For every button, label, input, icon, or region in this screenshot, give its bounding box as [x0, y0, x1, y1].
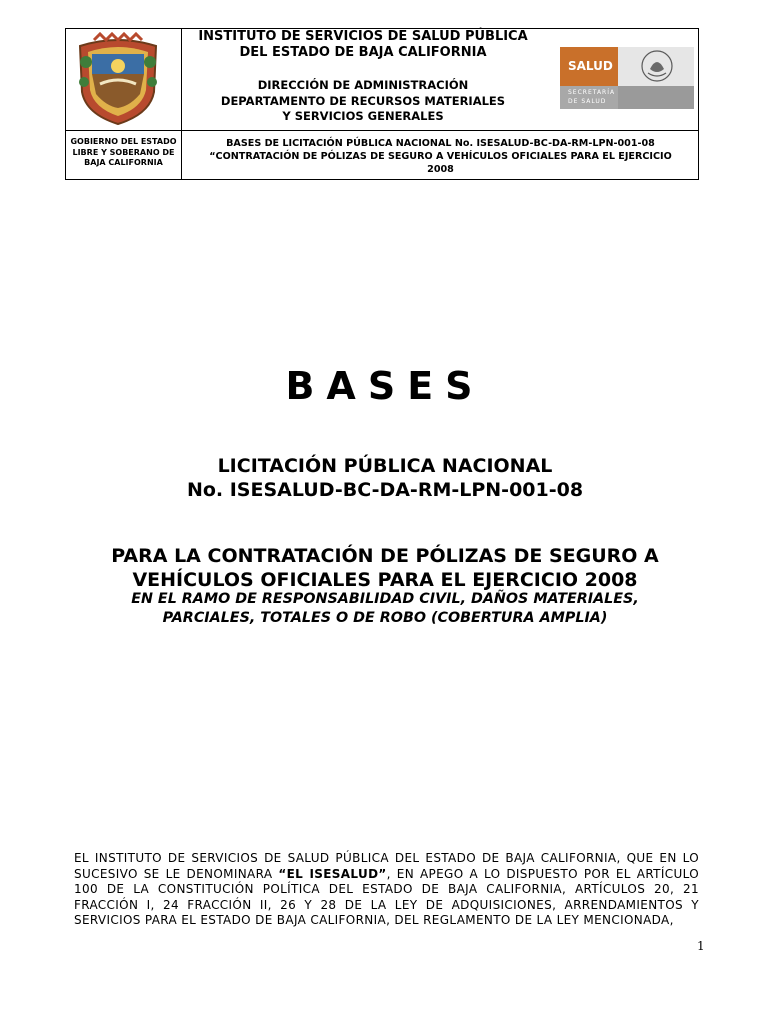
institute-line-2: DEL ESTADO DE BAJA CALIFORNIA: [239, 45, 487, 60]
dept-line-1: DIRECCIÓN DE ADMINISTRACIÓN: [257, 78, 469, 92]
body-paragraph: EL INSTITUTO DE SERVICIOS DE SALUD PÚBLICA DEL ESTADO DE BAJA CALIFORNIA, QUE EN LO SUCESIVO SE LE DENOMINARA “EL ISESALUD”, EN APEGO A LO DISPUESTO POR EL ARTÍCULO 100 DE LA CONSTITUCIÓN POLÍTICA DEL ESTADO DE BAJA CALIFORNIA, ARTÍCULOS 20, 21 FRACCIÓN I, 24 FRACCIÓN II, 26 Y 28 DE LA LEY DE ADQUISICIONES, ARRENDAMIENTOS Y SERVICIOS PARA EL ESTADO DE BAJA CALIFORNIA, DEL REGLAMENTO DE LA LEY MENCIONADA,: [74, 851, 699, 927]
contratacion-heading: PARA LA CONTRATACIÓN DE PÓLIZAS DE SEGURO A VEHÍCULOS OFICIALES PARA EL EJERCICIO 2008: [111, 545, 659, 591]
dept-line-2: DEPARTAMENTO DE RECURSOS MATERIALES: [220, 93, 506, 108]
salud-word: SALUD: [568, 59, 613, 73]
mexico-eagle-seal-icon: [640, 49, 674, 83]
page-number: 1: [697, 939, 705, 953]
salud-logo-cell: [544, 29, 699, 131]
secretaria-de-salud-logo: [560, 47, 694, 109]
baja-california-coat-of-arms-icon: [70, 32, 166, 128]
bases-reference-cell: [182, 131, 699, 180]
document-header-table: [65, 28, 699, 180]
secretaria-text: SECRETARÍA DE SALUD: [568, 89, 616, 105]
gov-text-cell: [66, 131, 182, 180]
institute-title-cell: [182, 29, 544, 131]
bc-seal-cell: [66, 29, 182, 131]
gov-text: GOBIERNO DEL ESTADO LIBRE Y SOBERANO DE BAJA CALIFORNIA: [70, 137, 177, 167]
dept-line-3: Y SERVICIOS GENERALES: [282, 109, 444, 123]
institute-line-1: INSTITUTO DE SERVICIOS DE SALUD PÚBLICA: [198, 29, 528, 44]
ramo-subheading: EN EL RAMO DE RESPONSABILIDAD CIVIL, DAÑOS MATERIALES, PARCIALES, TOTALES O DE ROBO (COBERTURA AMPLIA): [131, 591, 639, 626]
licitacion-heading: LICITACIÓN PÚBLICA NACIONAL No. ISESALUD-BC-DA-RM-LPN-001-08: [186, 455, 584, 501]
document-title: BASES: [285, 364, 485, 408]
institute-title: [182, 29, 544, 61]
bases-reference: BASES DE LICITACIÓN PÚBLICA NACIONAL No. ISESALUD-BC-DA-RM-LPN-001-08 “CONTRATACIÓN DE PÓLIZAS DE SEGURO A VEHÍCULOS OFICIALES PARA EL EJERCICIO 2008: [209, 138, 672, 175]
department-title: [182, 78, 544, 125]
